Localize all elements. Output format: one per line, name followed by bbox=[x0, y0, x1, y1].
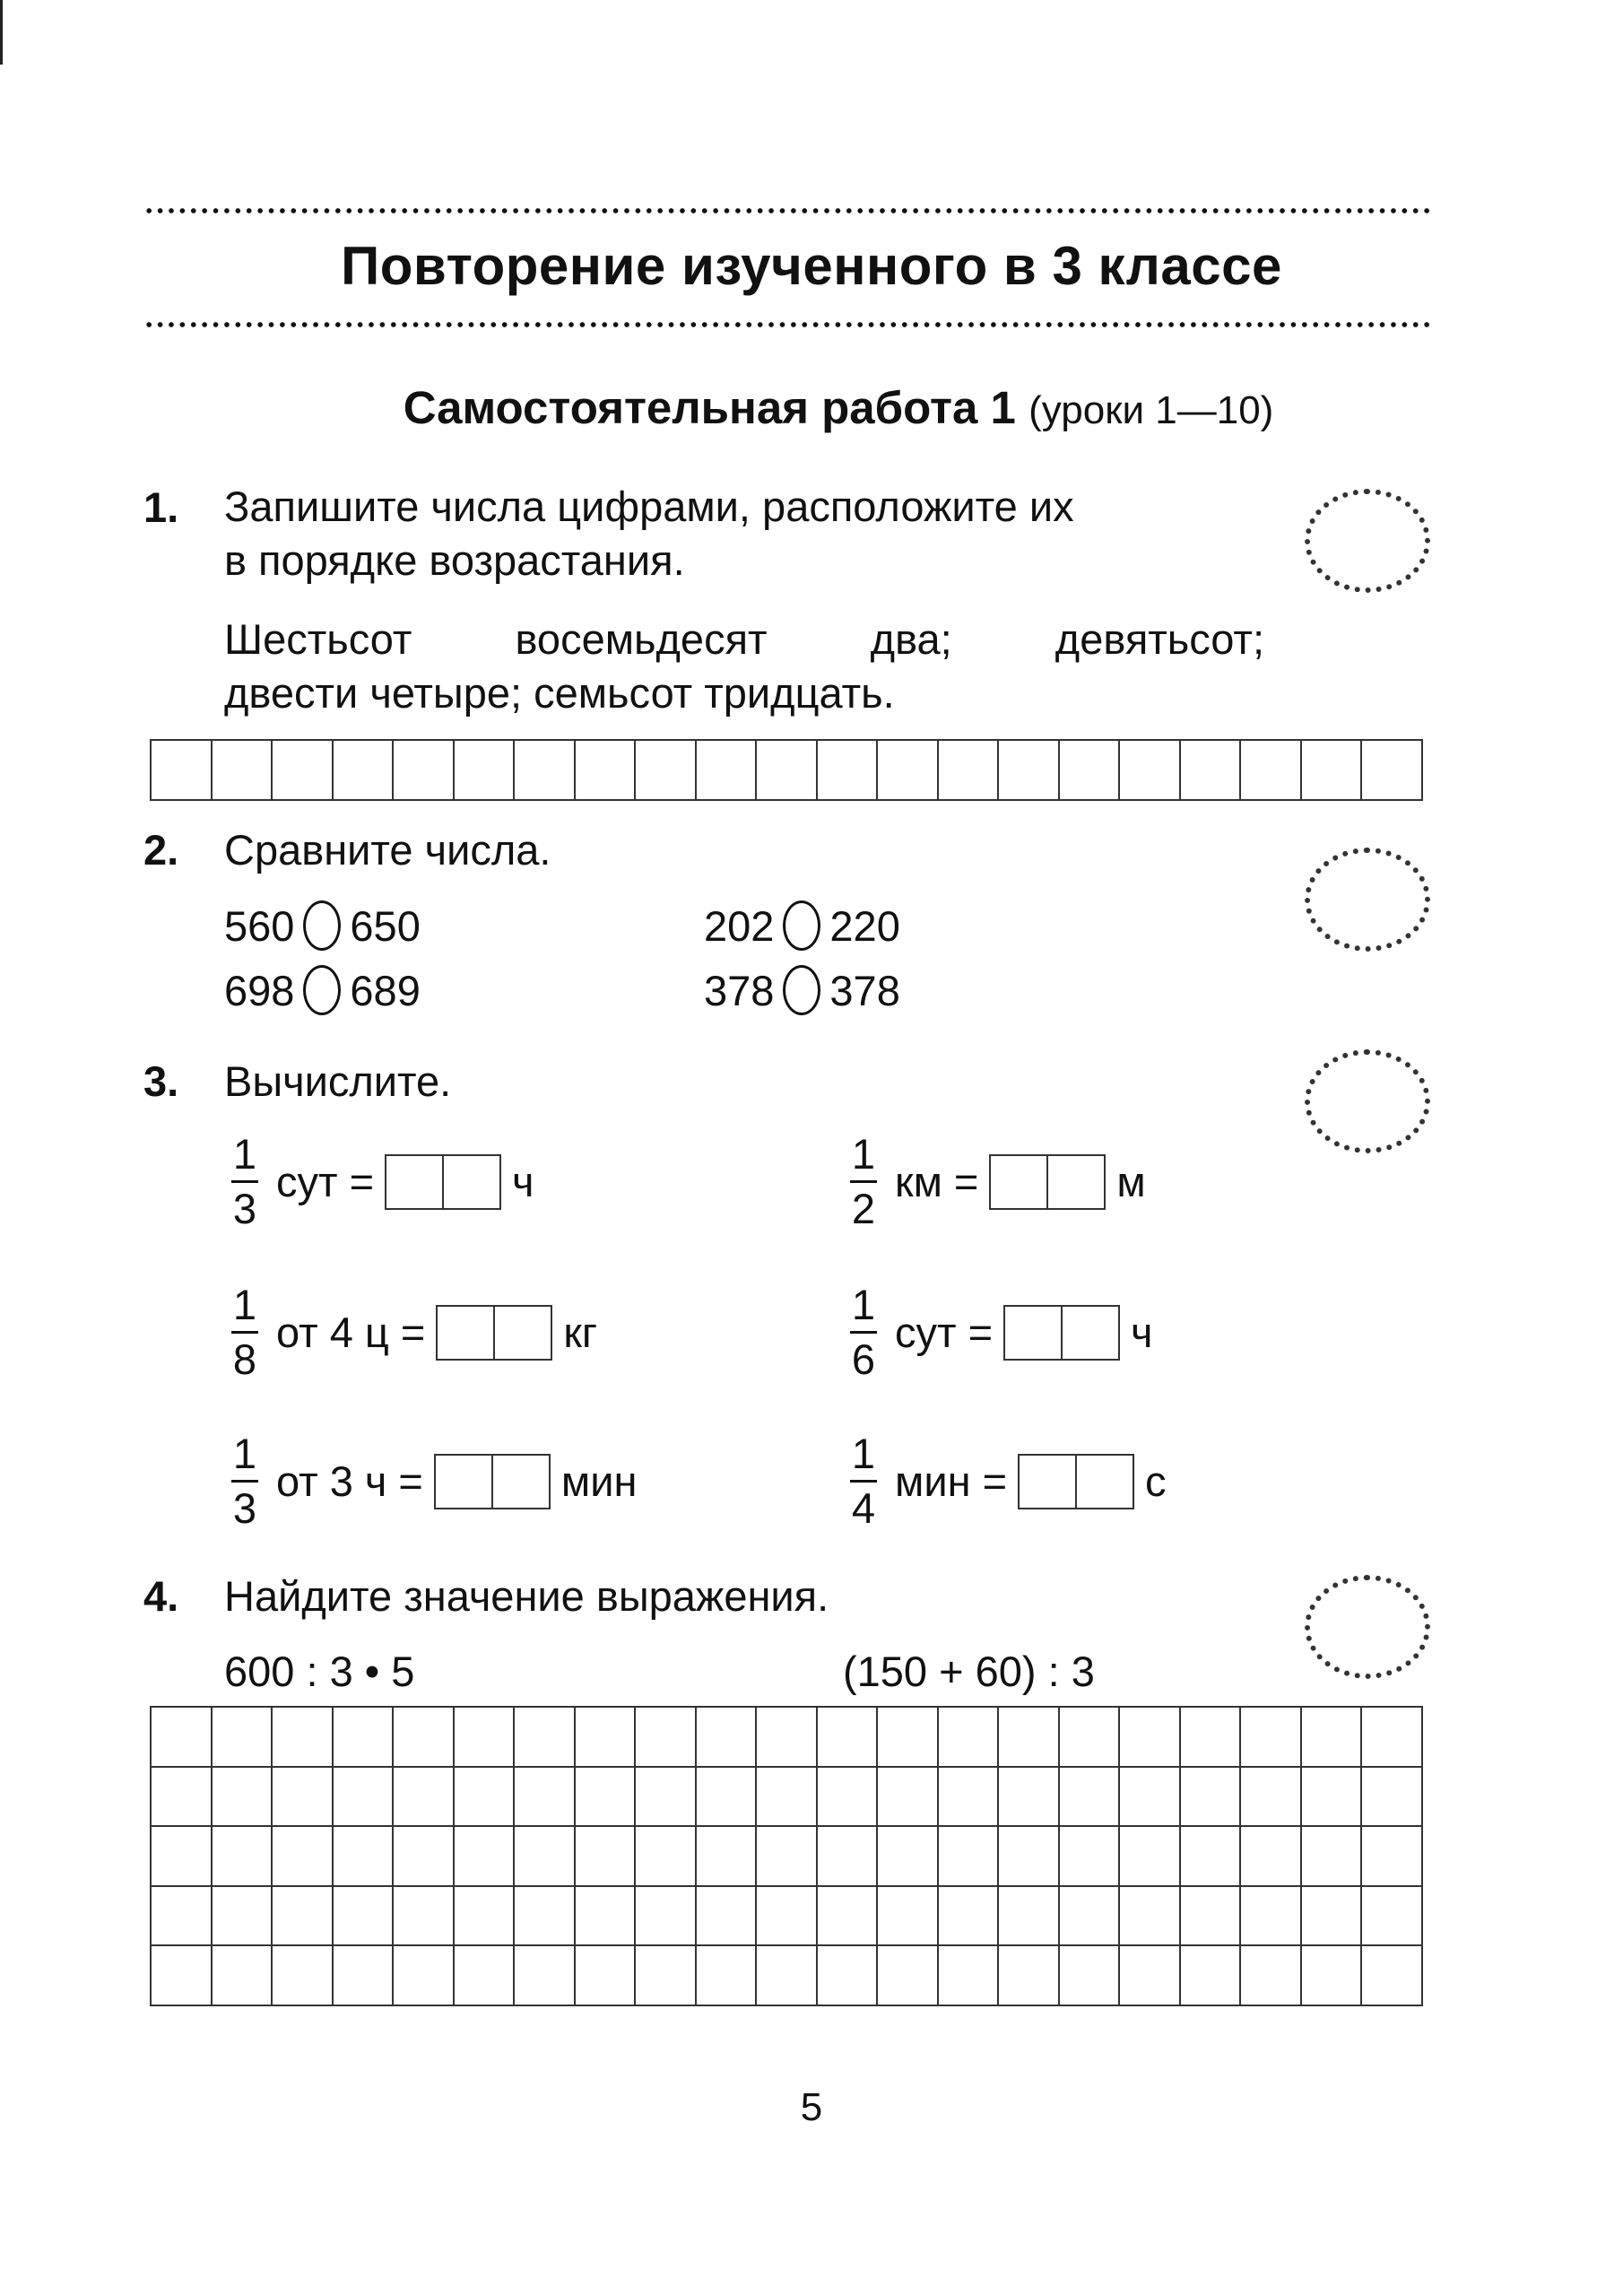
grid-cell[interactable] bbox=[394, 1887, 455, 1947]
grid-cell[interactable] bbox=[818, 1827, 879, 1887]
grid-cell[interactable] bbox=[213, 741, 273, 801]
compare-right: 689 bbox=[350, 966, 421, 1014]
grid-cell[interactable] bbox=[636, 741, 697, 801]
task-1-line-2: в порядке возрастания. bbox=[224, 536, 685, 584]
grid-cell[interactable] bbox=[878, 1827, 939, 1887]
fraction: 1 4 bbox=[851, 1430, 876, 1532]
grid-cell[interactable] bbox=[1302, 741, 1363, 801]
answer-boxes[interactable] bbox=[385, 1154, 501, 1210]
grid-cell[interactable] bbox=[999, 1768, 1060, 1828]
grid-cell[interactable] bbox=[213, 1827, 273, 1887]
grid-cell[interactable] bbox=[878, 1768, 939, 1828]
grid-cell[interactable] bbox=[999, 1708, 1060, 1768]
grid-cell[interactable] bbox=[818, 1768, 879, 1828]
fraction-item bbox=[850, 1431, 1167, 1531]
grid-cell[interactable] bbox=[636, 1768, 697, 1828]
grid-cell[interactable] bbox=[455, 1768, 516, 1828]
answer-boxes[interactable] bbox=[989, 1154, 1106, 1210]
grid-cell[interactable] bbox=[697, 1827, 758, 1887]
grid-cell[interactable] bbox=[757, 1768, 818, 1828]
grid-cell[interactable] bbox=[1241, 1708, 1302, 1768]
score-circle-task-3 bbox=[1305, 1049, 1430, 1153]
grid-cell[interactable] bbox=[455, 1887, 516, 1947]
grid-cell[interactable] bbox=[394, 741, 455, 801]
fraction: 1 6 bbox=[851, 1281, 876, 1383]
compare-pair bbox=[224, 900, 421, 951]
grid-cell[interactable] bbox=[1060, 1887, 1121, 1947]
grid-cell[interactable] bbox=[636, 1946, 697, 2006]
fraction: 1 3 bbox=[232, 1130, 257, 1232]
task-2-text: Сравните числа. bbox=[224, 826, 551, 874]
grid-cell[interactable] bbox=[757, 1946, 818, 2006]
fraction-item bbox=[231, 1431, 637, 1531]
grid-cell[interactable] bbox=[1181, 1708, 1242, 1768]
compare-sign-oval[interactable] bbox=[783, 965, 820, 1015]
task-2-number: 2. bbox=[143, 826, 179, 874]
grid-cell[interactable] bbox=[152, 1827, 213, 1887]
grid-cell[interactable] bbox=[455, 1708, 516, 1768]
compare-sign-oval[interactable] bbox=[303, 900, 341, 951]
grid-row bbox=[152, 1768, 1423, 1828]
grid-cell[interactable] bbox=[697, 1946, 758, 2006]
grid-cell[interactable] bbox=[1362, 1827, 1423, 1887]
grid-cell[interactable] bbox=[697, 1708, 758, 1768]
task-3-number: 3. bbox=[143, 1057, 179, 1105]
grid-cell[interactable] bbox=[152, 1946, 213, 2006]
fraction-expression: сут = bbox=[276, 1158, 375, 1205]
grid-cell[interactable] bbox=[757, 1708, 818, 1768]
task-3-text: Вычислите. bbox=[224, 1057, 452, 1105]
dotted-divider-top bbox=[143, 207, 1431, 214]
grid-cell[interactable] bbox=[152, 741, 213, 801]
grid-cell[interactable] bbox=[152, 1887, 213, 1947]
dotted-divider-bottom bbox=[143, 321, 1431, 328]
score-circle-task-1 bbox=[1305, 489, 1430, 593]
grid-cell[interactable] bbox=[273, 1887, 334, 1947]
fraction: 1 8 bbox=[232, 1281, 257, 1383]
grid-cell[interactable] bbox=[334, 1708, 395, 1768]
grid-cell[interactable] bbox=[213, 1946, 273, 2006]
grid-cell[interactable] bbox=[334, 741, 395, 801]
task-4-number: 4. bbox=[143, 1572, 179, 1620]
grid-cell[interactable] bbox=[878, 1887, 939, 1947]
grid-cell[interactable] bbox=[394, 1708, 455, 1768]
grid-cell[interactable] bbox=[818, 1946, 879, 2006]
grid-cell[interactable] bbox=[697, 1768, 758, 1828]
grid-cell[interactable] bbox=[1302, 1887, 1363, 1947]
grid-cell[interactable] bbox=[757, 741, 818, 801]
grid-cell[interactable] bbox=[334, 1946, 395, 2006]
fraction-item bbox=[231, 1283, 597, 1382]
grid-cell[interactable] bbox=[334, 1887, 395, 1947]
grid-cell[interactable] bbox=[939, 1708, 1000, 1768]
page-title: Повторение изученного в 3 классе bbox=[341, 236, 1282, 296]
grid-cell[interactable] bbox=[394, 1768, 455, 1828]
grid-cell[interactable] bbox=[273, 741, 334, 801]
grid-cell[interactable] bbox=[1120, 1827, 1181, 1887]
grid-cell[interactable] bbox=[576, 741, 637, 801]
grid-cell[interactable] bbox=[1120, 1768, 1181, 1828]
grid-cell[interactable] bbox=[213, 1887, 273, 1947]
grid-cell[interactable] bbox=[515, 1708, 576, 1768]
compare-right: 650 bbox=[350, 901, 421, 950]
grid-cell[interactable] bbox=[1362, 1946, 1423, 2006]
grid-cell[interactable] bbox=[818, 741, 879, 801]
page-number: 5 bbox=[800, 2085, 823, 2129]
grid-cell[interactable] bbox=[1302, 1708, 1363, 1768]
unit-label: ч bbox=[512, 1158, 534, 1205]
grid-cell[interactable] bbox=[939, 741, 1000, 801]
answer-boxes[interactable] bbox=[436, 1305, 552, 1361]
task-1-paragraph-1: Шестьсот восемьдесят два; девятьсот; bbox=[224, 615, 1264, 663]
fraction-item bbox=[231, 1132, 534, 1231]
compare-left: 698 bbox=[224, 966, 295, 1014]
grid-cell[interactable] bbox=[818, 1887, 879, 1947]
grid-cell[interactable] bbox=[515, 1946, 576, 2006]
grid-cell[interactable] bbox=[1060, 1768, 1121, 1828]
compare-right: 220 bbox=[829, 901, 900, 950]
unit-label: м bbox=[1116, 1158, 1146, 1205]
fraction-expression: мин = bbox=[895, 1457, 1008, 1505]
grid-row bbox=[152, 1946, 1423, 2006]
grid-cell[interactable] bbox=[999, 741, 1060, 801]
grid-cell[interactable] bbox=[878, 1708, 939, 1768]
grid-cell[interactable] bbox=[455, 1946, 516, 2006]
grid-cell[interactable] bbox=[213, 1768, 273, 1828]
grid-cell[interactable] bbox=[1362, 1768, 1423, 1828]
grid-cell[interactable] bbox=[152, 1768, 213, 1828]
grid-cell[interactable] bbox=[697, 1887, 758, 1947]
grid-cell[interactable] bbox=[1241, 1946, 1302, 2006]
section-subtitle bbox=[0, 381, 1623, 434]
compare-right: 378 bbox=[829, 966, 900, 1014]
grid-cell[interactable] bbox=[334, 1768, 395, 1828]
grid-cell[interactable] bbox=[213, 1708, 273, 1768]
grid-cell[interactable] bbox=[697, 741, 758, 801]
task-1-paragraph-2: двести четыре; семьсот тридцать. bbox=[224, 669, 895, 717]
grid-cell[interactable] bbox=[576, 1887, 637, 1947]
answer-boxes[interactable] bbox=[1003, 1305, 1120, 1361]
fraction-expression: сут = bbox=[895, 1309, 994, 1356]
grid-cell[interactable] bbox=[1362, 1708, 1423, 1768]
grid-cell[interactable] bbox=[152, 1708, 213, 1768]
grid-cell[interactable] bbox=[515, 1827, 576, 1887]
grid-cell[interactable] bbox=[757, 1827, 818, 1887]
grid-cell[interactable] bbox=[1060, 741, 1121, 801]
fraction-item bbox=[850, 1132, 1146, 1231]
grid-cell[interactable] bbox=[939, 1827, 1000, 1887]
answer-boxes[interactable] bbox=[434, 1454, 551, 1509]
grid-cell[interactable] bbox=[334, 1827, 395, 1887]
grid-cell[interactable] bbox=[1302, 1768, 1363, 1828]
fraction-expression: от 3 ч = bbox=[276, 1457, 423, 1505]
grid-cell[interactable] bbox=[576, 1708, 637, 1768]
score-circle-task-4 bbox=[1305, 1575, 1430, 1679]
grid-cell[interactable] bbox=[939, 1887, 1000, 1947]
grid-cell[interactable] bbox=[455, 741, 516, 801]
grid-cell[interactable] bbox=[999, 1946, 1060, 2006]
subtitle-note: (уроки 1—10) bbox=[1028, 388, 1274, 432]
grid-cell[interactable] bbox=[576, 1827, 637, 1887]
fraction-item bbox=[850, 1283, 1153, 1382]
grid-cell[interactable] bbox=[1241, 1887, 1302, 1947]
grid-cell[interactable] bbox=[455, 1827, 516, 1887]
grid-cell[interactable] bbox=[273, 1708, 334, 1768]
grid-cell[interactable] bbox=[878, 1946, 939, 2006]
grid-cell[interactable] bbox=[1181, 1887, 1242, 1947]
compare-sign-oval[interactable] bbox=[303, 965, 341, 1015]
task-1-line-1: Запишите числа цифрами, расположите их bbox=[224, 483, 1074, 530]
grid-cell[interactable] bbox=[1120, 1887, 1181, 1947]
expression-2: (150 + 60) : 3 bbox=[843, 1648, 1095, 1695]
grid-cell[interactable] bbox=[1181, 741, 1242, 801]
grid-cell[interactable] bbox=[878, 741, 939, 801]
grid-cell[interactable] bbox=[1060, 1946, 1121, 2006]
grid-cell[interactable] bbox=[576, 1946, 637, 2006]
grid-cell[interactable] bbox=[1241, 1827, 1302, 1887]
fraction-expression: км = bbox=[895, 1158, 979, 1205]
grid-cell[interactable] bbox=[273, 1946, 334, 2006]
compare-left: 560 bbox=[224, 901, 295, 950]
grid-cell[interactable] bbox=[1181, 1827, 1242, 1887]
grid-cell[interactable] bbox=[1241, 1768, 1302, 1828]
grid-cell[interactable] bbox=[818, 1708, 879, 1768]
grid-cell[interactable] bbox=[636, 1827, 697, 1887]
grid-cell[interactable] bbox=[394, 1827, 455, 1887]
grid-cell[interactable] bbox=[1181, 1946, 1242, 2006]
grid-cell[interactable] bbox=[1120, 1708, 1181, 1768]
grid-cell[interactable] bbox=[394, 1946, 455, 2006]
score-circle-task-2 bbox=[1305, 848, 1430, 952]
grid-cell[interactable] bbox=[273, 1827, 334, 1887]
grid-cell[interactable] bbox=[939, 1946, 1000, 2006]
grid-cell[interactable] bbox=[1362, 741, 1423, 801]
grid-cell[interactable] bbox=[757, 1887, 818, 1947]
compare-pair bbox=[704, 965, 900, 1015]
task-1-number: 1. bbox=[143, 483, 179, 531]
compare-pair bbox=[224, 965, 421, 1015]
unit-label: ч bbox=[1131, 1309, 1153, 1356]
grid-cell[interactable] bbox=[939, 1768, 1000, 1828]
grid-cell[interactable] bbox=[999, 1887, 1060, 1947]
grid-cell[interactable] bbox=[1302, 1946, 1363, 2006]
grid-row bbox=[152, 741, 1423, 801]
grid-cell[interactable] bbox=[515, 741, 576, 801]
grid-cell[interactable] bbox=[1120, 1946, 1181, 2006]
expression-1: 600 : 3 • 5 bbox=[224, 1648, 415, 1695]
grid-row bbox=[152, 1887, 1423, 1947]
grid-cell[interactable] bbox=[999, 1827, 1060, 1887]
grid-cell[interactable] bbox=[1241, 741, 1302, 801]
answer-boxes[interactable] bbox=[1018, 1454, 1134, 1509]
answer-grid-task-1[interactable] bbox=[150, 739, 1423, 801]
compare-pair bbox=[704, 900, 900, 951]
grid-cell[interactable] bbox=[636, 1708, 697, 1768]
unit-label: мин bbox=[560, 1457, 638, 1505]
grid-cell[interactable] bbox=[636, 1887, 697, 1947]
grid-cell[interactable] bbox=[515, 1887, 576, 1947]
grid-row bbox=[152, 1708, 1423, 1768]
grid-cell[interactable] bbox=[1060, 1827, 1121, 1887]
grid-cell[interactable] bbox=[1362, 1887, 1423, 1947]
grid-cell[interactable] bbox=[273, 1768, 334, 1828]
grid-cell[interactable] bbox=[515, 1768, 576, 1828]
page-edge-mark bbox=[0, 0, 3, 65]
grid-cell[interactable] bbox=[1302, 1827, 1363, 1887]
grid-cell[interactable] bbox=[1120, 741, 1181, 801]
subtitle-text: Самостоятельная работа 1 bbox=[403, 382, 1016, 433]
fraction: 1 2 bbox=[851, 1130, 876, 1232]
compare-left: 378 bbox=[704, 966, 775, 1014]
fraction: 1 3 bbox=[232, 1430, 257, 1532]
grid-cell[interactable] bbox=[576, 1768, 637, 1828]
unit-label: с bbox=[1145, 1457, 1167, 1505]
compare-sign-oval[interactable] bbox=[783, 900, 820, 951]
unit-label: кг bbox=[563, 1309, 598, 1356]
fraction-expression: от 4 ц = bbox=[276, 1309, 426, 1356]
task-4-text: Найдите значение выражения. bbox=[224, 1572, 829, 1620]
compare-left: 202 bbox=[704, 901, 775, 950]
grid-row bbox=[152, 1827, 1423, 1887]
grid-cell[interactable] bbox=[1060, 1708, 1121, 1768]
grid-cell[interactable] bbox=[1181, 1768, 1242, 1828]
answer-grid-task-4[interactable] bbox=[150, 1706, 1423, 2006]
